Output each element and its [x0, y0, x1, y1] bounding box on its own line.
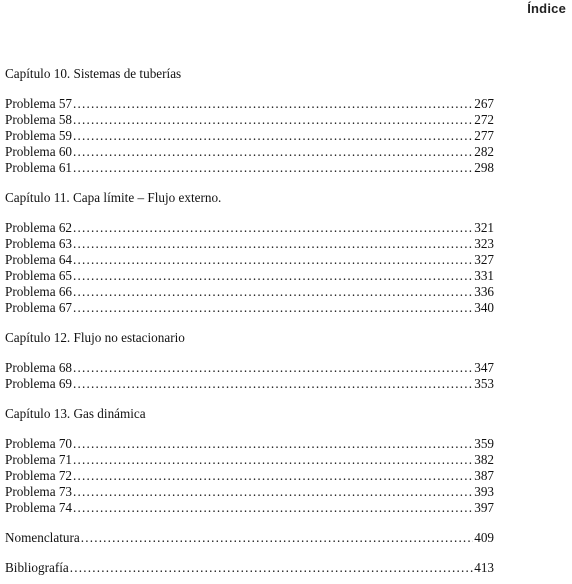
dot-leader: [73, 452, 473, 468]
entry-page-number: 397: [474, 500, 494, 515]
spacer: [5, 546, 494, 560]
dot-leader: [73, 360, 473, 376]
dot-leader: [73, 468, 473, 484]
entry-page-number: 277: [474, 128, 494, 143]
entry-label: Problema 72: [5, 468, 73, 483]
entry-page-number: 298: [474, 160, 494, 175]
dot-leader: [73, 500, 473, 516]
dot-leader: [73, 436, 473, 452]
bibliography-entry[interactable]: [5, 560, 494, 576]
entry-page-number: 336: [474, 284, 494, 299]
spacer: [5, 206, 494, 220]
entry-label: Problema 63: [5, 236, 73, 251]
problem-entry[interactable]: [5, 128, 494, 144]
problem-entry[interactable]: [5, 112, 494, 128]
table-of-contents: [5, 66, 494, 576]
entry-page-number: 409: [474, 530, 494, 545]
entry-label: Problema 57: [5, 96, 73, 111]
entry-page-number: 340: [474, 300, 494, 315]
entry-label: Problema 66: [5, 284, 73, 299]
entry-page-number: 359: [474, 436, 494, 451]
spacer: [5, 176, 494, 190]
entry-page-number: 267: [474, 96, 494, 111]
problem-entry[interactable]: [5, 268, 494, 284]
spacer: [5, 346, 494, 360]
entry-label: Problema 65: [5, 268, 73, 283]
problem-entry[interactable]: [5, 300, 494, 316]
entry-page-number: 331: [474, 268, 494, 283]
entry-label: Problema 64: [5, 252, 73, 267]
chapter-title: Capítulo 12. Flujo no estacionario: [5, 330, 185, 345]
entry-label: Problema 68: [5, 360, 73, 375]
spacer: [5, 316, 494, 330]
index-header-label: Índice: [527, 1, 566, 16]
entry-label: Problema 61: [5, 160, 73, 175]
problem-entry[interactable]: [5, 284, 494, 300]
entry-page-number: 382: [474, 452, 494, 467]
problem-entry[interactable]: [5, 468, 494, 484]
entry-label: Problema 67: [5, 300, 73, 315]
chapter-title: Capítulo 13. Gas dinámica: [5, 406, 146, 421]
dot-leader: [73, 484, 473, 500]
entry-label: Problema 70: [5, 436, 73, 451]
entry-label: Problema 60: [5, 144, 73, 159]
chapter-title: Capítulo 10. Sistemas de tuberías: [5, 66, 182, 81]
problem-entry[interactable]: [5, 360, 494, 376]
problem-entry[interactable]: [5, 252, 494, 268]
problem-entry[interactable]: [5, 144, 494, 160]
entry-label: Problema 59: [5, 128, 73, 143]
dot-leader: [73, 112, 473, 128]
entry-page-number: 387: [474, 468, 494, 483]
entry-page-number: 393: [474, 484, 494, 499]
nomenclature-entry[interactable]: [5, 530, 494, 546]
entry-label: Nomenclatura: [5, 530, 80, 545]
entry-page-number: 272: [474, 112, 494, 127]
problem-entry[interactable]: [5, 452, 494, 468]
problem-entry[interactable]: [5, 220, 494, 236]
entry-label: Problema 71: [5, 452, 73, 467]
dot-leader: [70, 560, 473, 576]
spacer: [5, 392, 494, 406]
problem-entry[interactable]: [5, 484, 494, 500]
dot-leader: [73, 144, 473, 160]
entry-label: Problema 58: [5, 112, 73, 127]
problem-entry[interactable]: [5, 96, 494, 112]
dot-leader: [73, 128, 473, 144]
entry-page-number: 282: [474, 144, 494, 159]
entry-page-number: 321: [474, 220, 494, 235]
spacer: [5, 422, 494, 436]
entry-label: Problema 62: [5, 220, 73, 235]
spacer: [5, 82, 494, 96]
dot-leader: [73, 300, 473, 316]
spacer: [5, 516, 494, 530]
problem-entry[interactable]: [5, 236, 494, 252]
dot-leader: [81, 530, 474, 546]
chapter-title: Capítulo 11. Capa límite – Flujo externo.: [5, 190, 222, 205]
entry-page-number: 413: [474, 560, 494, 575]
entry-page-number: 323: [474, 236, 494, 251]
dot-leader: [73, 236, 473, 252]
dot-leader: [73, 376, 473, 392]
dot-leader: [73, 284, 473, 300]
entry-label: Problema 69: [5, 376, 73, 391]
dot-leader: [73, 96, 473, 112]
problem-entry[interactable]: [5, 376, 494, 392]
dot-leader: [73, 220, 473, 236]
entry-label: Problema 73: [5, 484, 73, 499]
dot-leader: [73, 160, 473, 176]
entry-label: Bibliografía: [5, 560, 69, 575]
problem-entry[interactable]: [5, 160, 494, 176]
entry-page-number: 347: [474, 360, 494, 375]
problem-entry[interactable]: [5, 436, 494, 452]
entry-label: Problema 74: [5, 500, 73, 515]
dot-leader: [73, 268, 473, 284]
entry-page-number: 353: [474, 376, 494, 391]
dot-leader: [73, 252, 473, 268]
problem-entry[interactable]: [5, 500, 494, 516]
entry-page-number: 327: [474, 252, 494, 267]
